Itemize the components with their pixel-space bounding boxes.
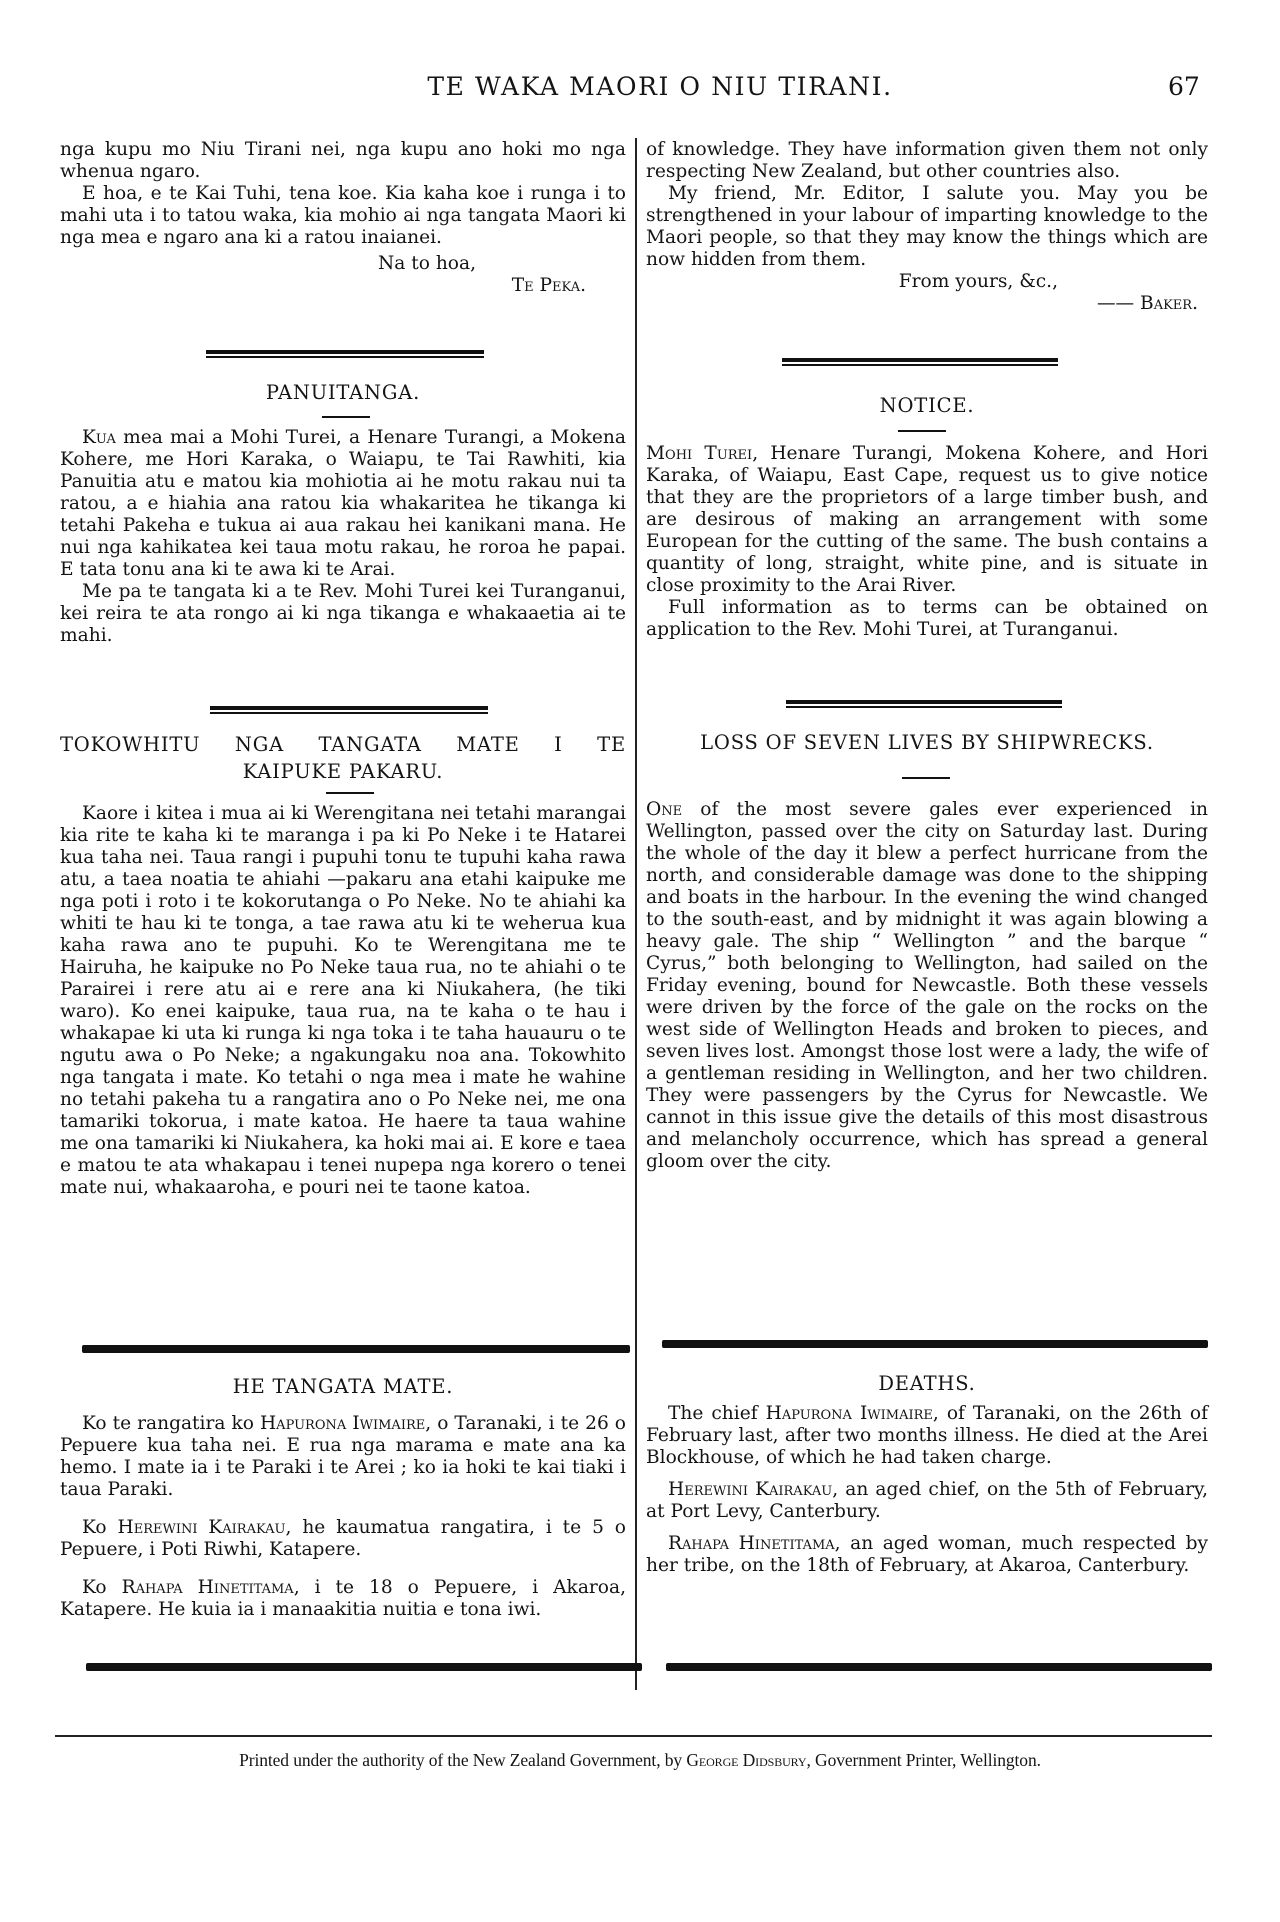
heavy-rule [86,1663,642,1671]
heavy-rule [662,1340,1208,1348]
paragraph: Kua mea mai a Mohi Turei, a Henare Turangi, a Mokena Kohere, me Hori Karaka, o Waiapu, te Tai Rawhiti, kia Panuitia atu e matou kia mohiotia ai he motu rakau nui ta ratou, a e hiahia ana ratou kia whakaritea he tikanga ki tetahi Pakeha e tukua ai aua rakau hei kanikani mana. He nui nga kahikatea kei taua motu rakau, he roroa he papai. E tata tonu ana ki te awa ki te Arai. [60,427,626,580]
paragraph: Kaore i kitea i mua ai ki Werengitana nei tetahi marangai kia rite te kaha ki te maranga i pa ki Po Neke i te Hatarei kua taha nei. Taua rangi i pupuhi tonu te tupuhi kaha rawa atu, a taea noatia te ahiahi —pakaru ana etahi kaipuke me nga poti i roto i te kokorutanga o Po Neke. No te ahiahi ka whiti te hau ki te tonga, a tae rawa atu ki te weherua kua kaha rawa ano te pupuhi. Ko te Werengitana me te Hairuha, he kaipuke no Po Neke taua rua, no te ahiahi o te Parairei i rere atu ai e rere ana ki Niukahera, (he tiki waro). Ko enei kaipuke, taua rua, na te kaha o te hau i whakapae ki uta ki runga ki nga toka i te taha hauauru o te ngutu awa o Po Neke; a ngakungaku noa ana. Tokowhito nga tangata i mate. Ko tetahi o nga mea i mate he wahine no tetahi pakeha tu a rangatira ano o Po Neke nei, me ona tamariki tokorua, i mate katoa. He haere ta taua wahine me ona tamariki ki Niukahera, ka hoki mai ai. E kore e taea e matou te ata whakapau i tenei nupepa nga korero o tenei mate nui, whakaaroha, e pouri nei te taone katoa. [60,803,626,1198]
title-dash [326,792,374,794]
letter-english-continued [646,139,1208,315]
article-deaths [646,1403,1208,1577]
article-he-tangata-mate [60,1413,626,1621]
article-notice [646,443,1208,641]
heading-panuitanga: PANUITANGA. [265,381,421,404]
paragraph: of knowledge. They have information given them not only respecting New Zealand, but other countries also. [646,139,1208,182]
letter-signature: Te Peka. [511,275,586,296]
running-head-title: TE WAKA MAORI O NIU TIRANI. [427,72,893,101]
double-rule [782,358,1058,366]
article-loss-of-seven-lives [646,799,1208,1173]
heavy-rule [82,1345,630,1353]
death-entry: Ko Herewini Kairakau, he kaumatua rangatira, i te 5 o Pepuere, i Poti Riwhi, Katapere. [60,1517,626,1560]
imprint-footer: Printed under the authority of the New Zealand Government, by George Didsbury, Government Printer, Wellington. [239,1750,1041,1770]
letter-closing: From yours, &c., [898,271,1058,292]
title-dash [898,430,946,432]
letter-closing: Na to hoa, [377,253,476,274]
death-entry: Rahapa Hinetitama, an aged woman, much respected by her tribe, on the 18th of February, at Akaroa, Canterbury. [646,1533,1208,1576]
death-entry: Herewini Kairakau, an aged chief, on the 5th of February, at Port Levy, Canterbury. [646,1479,1208,1522]
heading-he-tangata-mate: HE TANGATA MATE. [232,1375,454,1398]
heading-notice: NOTICE. [879,394,975,417]
heading-deaths: DEATHS. [878,1372,976,1395]
double-rule [206,350,484,358]
article-tokowhitu [60,803,626,1199]
paragraph: nga kupu mo Niu Tirani nei, nga kupu ano hoki mo nga whenua ngaro. [60,139,626,182]
double-rule [210,706,488,714]
death-entry: Ko te rangatira ko Hapurona Iwimaire, o Taranaki, i te 26 o Pepuere kua taha nei. E rua nga marama e mate ana ka hemo. I mate ia i te Paraki i te Arei ; ko ia hoki te kai tiaki i taua Paraki. [60,1413,627,1500]
death-entry: Ko Rahapa Hinetitama, i te 18 o Pepuere, i Akaroa, Katapere. He kuia ia i manaakitia nuitia e tona iwi. [60,1577,626,1620]
column-divider [635,138,637,1690]
death-entry: The chief Hapurona Iwimaire, of Taranaki, on the 26th of February last, after two months illness. He died at the Arei Blockhouse, of which he had taken charge. [646,1403,1208,1468]
paragraph: One of the most severe gales ever experienced in Wellington, passed over the city on Saturday last. During the whole of the day it blew a perfect hurricane from the north, and considerable damage was done to the shipping and boats in the harbour. In the evening the wind changed to the south-east, and by midnight it was again blowing a heavy gale. The ship “ Wellington ” and the barque “ Cyrus,” both belonging to Wellington, had sailed on the Friday evening, bound for Newcastle. Both these vessels were driven by the force of the gale on the rocks on the west side of Wellington Heads and broken to pieces, and seven lives lost. Amongst those lost were a lady, the wife of a gentleman residing in Wellington, and her two children. They were passengers by the Cyrus for Newcastle. We cannot in this issue give the details of this most disastrous and melancholy occurrence, which has spread a general gloom over the city. [646,799,1208,1172]
paragraph: Full information as to terms can be obtained on application to the Rev. Mohi Turei, at Turanganui. [646,597,1208,640]
heading-tokowhitu: TOKOWHITU NGA TANGATA MATE I TE KAIPUKE PAKARU. [60,733,626,783]
page-number: 67 [1168,72,1200,101]
footer-rule [55,1735,1212,1737]
title-dash [902,777,950,779]
heading-loss-of-seven-lives: LOSS OF SEVEN LIVES BY SHIPWRECKS. [700,731,1154,754]
article-panuitanga [60,427,626,647]
paragraph: E hoa, e te Kai Tuhi, tena koe. Kia kaha koe i runga i to mahi uta i to tatou waka, kia mohio ai nga tangata Maori ki nga mea e ngaro ana ki a ratou inaianei. [60,183,626,248]
heavy-rule [666,1663,1212,1671]
letter-maori-continued [60,139,626,297]
paragraph: My friend, Mr. Editor, I salute you. May you be strengthened in your labour of imparting knowledge to the Maori people, so that they may know the things which are now hidden from them. [646,183,1208,270]
double-rule [786,700,1062,708]
paragraph: Mohi Turei, Henare Turangi, Mokena Kohere, and Hori Karaka, of Waiapu, East Cape, request us to give notice that they are the proprietors of a large timber bush, and are desirous of making an arrangement with some European for the cutting of the same. The bush contains a quantity of long, straight, white pine, and is situate in close proximity to the Arai River. [646,443,1208,596]
paragraph: Me pa te tangata ki a te Rev. Mohi Turei kei Turanganui, kei reira te ata rongo ai ki nga tikanga e whakaaetia ai te mahi. [60,581,626,646]
letter-signature: —— Baker. [1096,293,1198,314]
title-dash [322,416,370,418]
